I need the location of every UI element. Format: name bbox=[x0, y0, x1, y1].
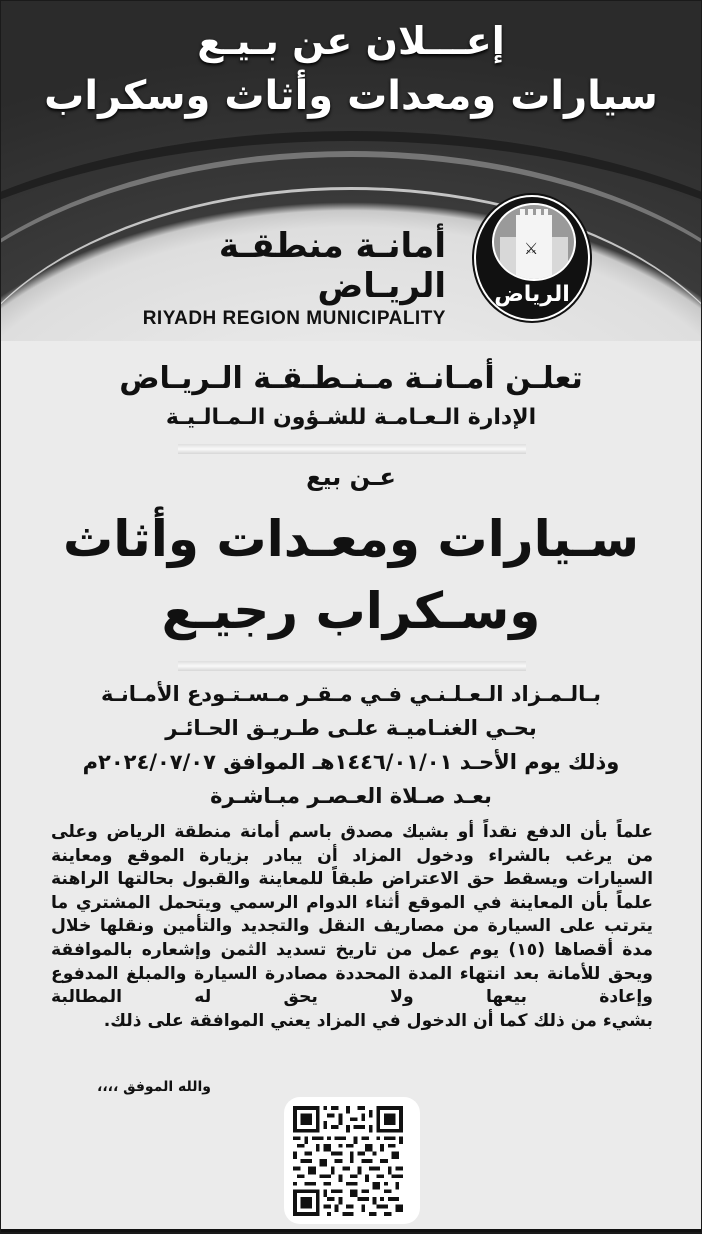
issuer-heading: تعلـن أمـانـة مـنـطـقـة الـريـاض bbox=[119, 361, 583, 396]
terms-last-line: بشيء من ذلك كما أن الدخول في المزاد يعني الموافقة على ذلك. bbox=[103, 1010, 653, 1031]
date-line: وذلك يوم الأحـد ١٤٤٦/٠١/٠١هـ الموافق ٢٠٢٤/٠٧/٠٧م bbox=[82, 750, 620, 774]
terms-paragraph bbox=[51, 821, 653, 1033]
header-title-line2: سيارات ومعدات وأثاث وسكراب bbox=[44, 73, 658, 119]
location-line: بحـي الغنـاميـة علـى طـريـق الحـائـر bbox=[165, 716, 537, 740]
divider bbox=[178, 444, 526, 454]
brand-block bbox=[96, 226, 446, 330]
qr-code-card[interactable] bbox=[284, 1097, 420, 1224]
department-heading: الإدارة الـعـامـة للشـؤون الـمـالـيـة bbox=[165, 405, 537, 430]
terms-text: علماً بأن الدفع نقداً أو بشيك مصدق باسم أمانة منطقة الرياض وعلى من يرغب بالشراء ودخول المزاد أن يبادر بزيارة الموقع ومعاينة السيارات ويسقط حق الاعتراض طبقاً للمعاينة والقبول بحالتها الراهنة علماً بأن المعاينة في الموقع أثناء الدوام الرسمي ويتحمل المشتري ما يترتب على السيارة من مصاريف النقل والتجديد والتأمين ونقلها خلال مدة أقصاها (١٥) يوم عمل من تاريخ تسديد الثمن وإشعاره بالموافقة ويحق للأمانة بعد انتهاء المدة المحددة مصادرة السيارة والمبلغ المدفوع وإعادة بيعها ولا يحق له المطالبة bbox=[51, 822, 653, 1008]
header-title-line1: إعـــلان عن بـيـع bbox=[197, 19, 505, 63]
closing-text: والله الموفق ،،،، bbox=[97, 1079, 211, 1095]
location-block bbox=[1, 677, 701, 813]
qr-code-icon[interactable] bbox=[293, 1106, 403, 1216]
location-line: بـالـمـزاد الـعـلـنـي فـي مـقـر مـسـتـودع الأمـانـة bbox=[100, 682, 602, 706]
brand-name-english: RIYADH REGION MUNICIPALITY bbox=[142, 308, 446, 329]
brand-name-arabic: أمانـة منطقـة الريـاض bbox=[218, 226, 446, 306]
divider bbox=[178, 661, 526, 671]
subject-line2: وسـكراب رجيـع bbox=[161, 582, 541, 640]
riyadh-emblem-icon bbox=[474, 195, 590, 321]
header-banner bbox=[1, 1, 701, 341]
time-line: بعـد صـلاة العـصـر مبـاشـرة bbox=[210, 784, 492, 808]
palm-swords-icon: ⚔ bbox=[524, 239, 539, 258]
subject-line1: سـيارات ومعـدات وأثاث bbox=[62, 510, 640, 568]
advertisement-page bbox=[1, 1, 701, 1232]
bottom-border bbox=[1, 1229, 701, 1232]
about-heading: عـن بيع bbox=[306, 463, 396, 491]
logo-text: الرياض bbox=[494, 282, 570, 307]
fort-icon bbox=[492, 203, 576, 281]
